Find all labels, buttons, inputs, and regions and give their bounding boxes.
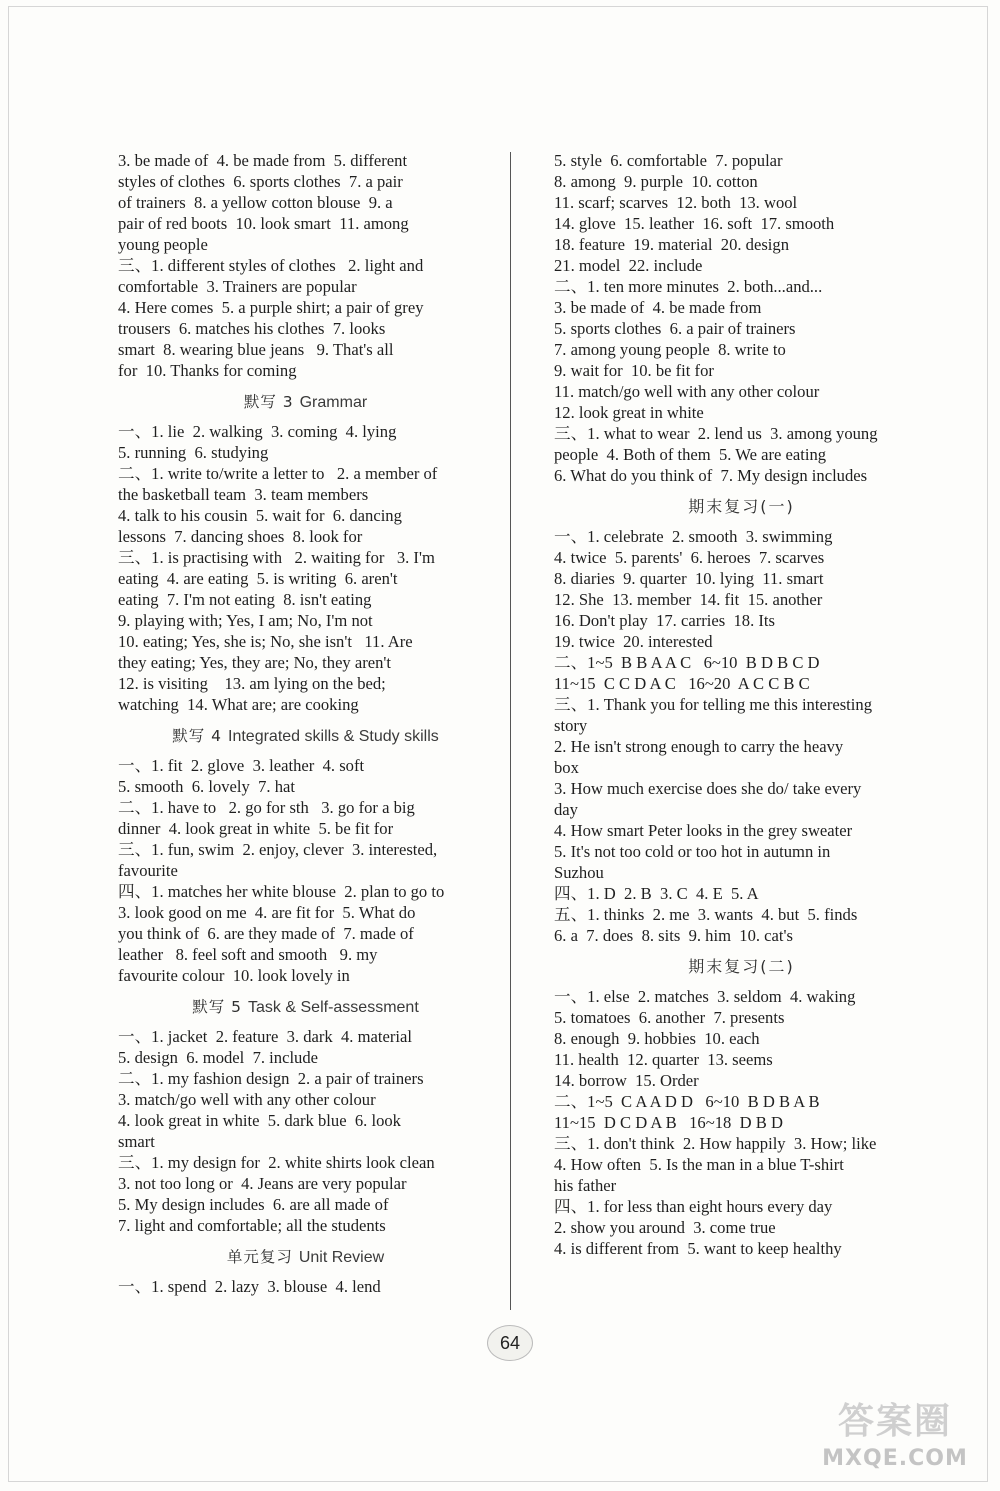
answer-line: 12. She 13. member 14. fit 15. another: [554, 590, 823, 609]
answer-line: 4. talk to his cousin 5. wait for 6. dancing: [118, 506, 402, 525]
answer-line: people 4. Both of them 5. We are eating: [554, 445, 827, 464]
section-heading-cn: 默写 5: [192, 998, 243, 1016]
answer-line: 4. How often 5. Is the man in a blue T-shirt: [554, 1155, 844, 1174]
section-heading-en: Integrated skills & Study skills: [228, 728, 439, 745]
answer-line: 4. How smart Peter looks in the grey sweater: [554, 821, 853, 840]
section-heading-en: Grammar: [299, 394, 368, 411]
answer-line: 11~15 D C D A B 16~18 D B D: [554, 1113, 783, 1132]
answer-line: 三、1. fun, swim 2. enjoy, clever 3. interested,: [118, 840, 438, 859]
answer-line: smart: [118, 1132, 155, 1151]
section-heading-cn: 默写 3: [243, 393, 294, 411]
section-heading-en: Task & Self-assessment: [248, 999, 419, 1016]
answer-line: 二、1~5 B B A A C 6~10 B D B C D: [554, 653, 820, 672]
answer-line: 8. diaries 9. quarter 10. lying 11. smart: [554, 569, 824, 588]
answer-line: 一、1. jacket 2. feature 3. dark 4. material: [118, 1027, 412, 1046]
answer-line: 三、1. my design for 2. white shirts look clean: [118, 1153, 435, 1172]
section-heading: [554, 956, 929, 978]
answer-line: 2. show you around 3. come true: [554, 1218, 776, 1237]
section-heading-en: Unit Review: [298, 1249, 385, 1266]
answer-line: 11. match/go well with any other colour: [554, 382, 820, 401]
answer-line: 11~15 C C D A C 16~20 A C C B C: [554, 674, 810, 693]
answer-line: 4. twice 5. parents' 6. heroes 7. scarves: [554, 548, 825, 567]
answer-line: of trainers 8. a yellow cotton blouse 9. a: [118, 193, 393, 212]
answer-line: 5. My design includes 6. are all made of: [118, 1195, 389, 1214]
answer-line: 8. enough 9. hobbies 10. each: [554, 1029, 760, 1048]
answer-line: comfortable 3. Trainers are popular: [118, 277, 357, 296]
answer-line: day: [554, 800, 578, 819]
watermark-logo: [800, 1398, 990, 1484]
answer-line: 5. It's not too cold or too hot in autumn in: [554, 842, 831, 861]
answer-line: 一、1. else 2. matches 3. seldom 4. waking: [554, 987, 856, 1006]
answer-line: 3. not too long or 4. Jeans are very popular: [118, 1174, 407, 1193]
answer-line: 三、1. different styles of clothes 2. light and: [118, 256, 424, 275]
answer-line: smart 8. wearing blue jeans 9. That's all: [118, 340, 394, 359]
answer-line: 四、1. for less than eight hours every day: [554, 1197, 833, 1216]
watermark-text-cn: 答案圈: [837, 1401, 952, 1442]
answer-line: for 10. Thanks for coming: [118, 361, 297, 380]
answer-line: 21. model 22. include: [554, 256, 703, 275]
answer-line: 三、1. Thank you for telling me this interesting: [554, 695, 872, 714]
section-heading-cn: 期末复习(一): [688, 497, 795, 516]
answer-line: 9. wait for 10. be fit for: [554, 361, 714, 380]
answer-line: styles of clothes 6. sports clothes 7. a pair: [118, 172, 403, 191]
answer-line: 12. is visiting 13. am lying on the bed;: [118, 674, 386, 693]
section-heading: [118, 391, 493, 413]
answer-line: 4. is different from 5. want to keep healthy: [554, 1239, 842, 1258]
page-number: 64: [487, 1325, 533, 1361]
answer-line: 5. smooth 6. lovely 7. hat: [118, 777, 295, 796]
answer-line: 8. among 9. purple 10. cotton: [554, 172, 758, 191]
answer-line: 四、1. matches her white blouse 2. plan to go to: [118, 882, 445, 901]
answer-line: 14. glove 15. leather 16. soft 17. smooth: [554, 214, 835, 233]
answer-line: 三、1. is practising with 2. waiting for 3. I'm: [118, 548, 435, 567]
answer-line: story: [554, 716, 588, 735]
section-heading-cn: 单元复习: [226, 1248, 293, 1266]
answer-line: 12. look great in white: [554, 403, 704, 422]
answer-line: 3. be made of 4. be made from: [554, 298, 762, 317]
answer-line: box: [554, 758, 579, 777]
answer-line: Suzhou: [554, 863, 604, 882]
answer-line: 4. look great in white 5. dark blue 6. look: [118, 1111, 401, 1130]
answer-line: 6. a 7. does 8. sits 9. him 10. cat's: [554, 926, 793, 945]
section-heading: [118, 1246, 493, 1268]
answer-line: 7. light and comfortable; all the students: [118, 1216, 386, 1235]
answer-line: trousers 6. matches his clothes 7. looks: [118, 319, 386, 338]
answer-line: 二、1. write to/write a letter to 2. a member of: [118, 464, 438, 483]
answer-line: 18. feature 19. material 20. design: [554, 235, 790, 254]
answer-line: leather 8. feel soft and smooth 9. my: [118, 945, 378, 964]
answer-line: 4. Here comes 5. a purple shirt; a pair of grey: [118, 298, 424, 317]
answer-line: 9. playing with; Yes, I am; No, I'm not: [118, 611, 373, 630]
answer-line: eating 4. are eating 5. is writing 6. aren't: [118, 569, 398, 588]
answer-line: 三、1. don't think 2. How happily 3. How; like: [554, 1134, 877, 1153]
answer-line: young people: [118, 235, 208, 254]
answer-line: 一、1. celebrate 2. smooth 3. swimming: [554, 527, 833, 546]
answer-line: lessons 7. dancing shoes 8. look for: [118, 527, 363, 546]
answer-line: 3. match/go well with any other colour: [118, 1090, 376, 1109]
answer-line: eating 7. I'm not eating 8. isn't eating: [118, 590, 372, 609]
answer-line: watching 14. What are; are cooking: [118, 695, 359, 714]
answer-line: 6. What do you think of 7. My design includes: [554, 466, 868, 485]
answer-line: 四、1. D 2. B 3. C 4. E 5. A: [554, 884, 759, 903]
answer-line: dinner 4. look great in white 5. be fit for: [118, 819, 394, 838]
answer-line: 5. tomatoes 6. another 7. presents: [554, 1008, 785, 1027]
answer-line: 一、1. fit 2. glove 3. leather 4. soft: [118, 756, 365, 775]
answer-line: 三、1. what to wear 2. lend us 3. among young: [554, 424, 878, 443]
answer-line: 3. look good on me 4. are fit for 5. What do: [118, 903, 416, 922]
answer-line: favourite: [118, 861, 178, 880]
section-heading-cn: 期末复习(二): [688, 957, 795, 976]
answer-line: 10. eating; Yes, she is; No, she isn't 11. Are: [118, 632, 413, 651]
watermark-text-en: MXQE.COM: [822, 1446, 968, 1471]
answer-line: 3. How much exercise does she do/ take every: [554, 779, 862, 798]
answer-line: 16. Don't play 17. carries 18. Its: [554, 611, 775, 630]
answer-line: favourite colour 10. look lovely in: [118, 966, 350, 985]
answer-line: 14. borrow 15. Order: [554, 1071, 699, 1090]
section-heading: [118, 725, 493, 747]
answer-line: 7. among young people 8. write to: [554, 340, 786, 359]
answer-line: 19. twice 20. interested: [554, 632, 713, 651]
answer-line: 二、1~5 C A A D D 6~10 B D B A B: [554, 1092, 820, 1111]
answer-line: 3. be made of 4. be made from 5. different: [118, 151, 408, 170]
answer-line: 2. He isn't strong enough to carry the heavy: [554, 737, 844, 756]
answer-line: 11. scarf; scarves 12. both 13. wool: [554, 193, 798, 212]
answer-line: 五、1. thinks 2. me 3. wants 4. but 5. finds: [554, 905, 858, 924]
answer-line: they eating; Yes, they are; No, they aren't: [118, 653, 392, 672]
answer-line: 11. health 12. quarter 13. seems: [554, 1050, 773, 1069]
column-divider: [510, 152, 511, 1310]
left-column: [118, 150, 493, 1297]
section-heading-cn: 默写 4: [172, 727, 223, 745]
answer-line: the basketball team 3. team members: [118, 485, 369, 504]
answer-line: 一、1. spend 2. lazy 3. blouse 4. lend: [118, 1277, 381, 1296]
section-heading: [554, 496, 929, 518]
answer-line: 一、1. lie 2. walking 3. coming 4. lying: [118, 422, 397, 441]
answer-line: 5. style 6. comfortable 7. popular: [554, 151, 783, 170]
answer-line: 5. design 6. model 7. include: [118, 1048, 319, 1067]
answer-line: 5. running 6. studying: [118, 443, 269, 462]
answer-line: 5. sports clothes 6. a pair of trainers: [554, 319, 796, 338]
answer-line: 二、1. have to 2. go for sth 3. go for a big: [118, 798, 415, 817]
answer-line: his father: [554, 1176, 617, 1195]
answer-line: 二、1. my fashion design 2. a pair of trainers: [118, 1069, 424, 1088]
answer-line: pair of red boots 10. look smart 11. among: [118, 214, 409, 233]
section-heading: [118, 996, 493, 1018]
answer-line: you think of 6. are they made of 7. made of: [118, 924, 414, 943]
right-column: [554, 150, 929, 1259]
answer-line: 二、1. ten more minutes 2. both...and...: [554, 277, 823, 296]
